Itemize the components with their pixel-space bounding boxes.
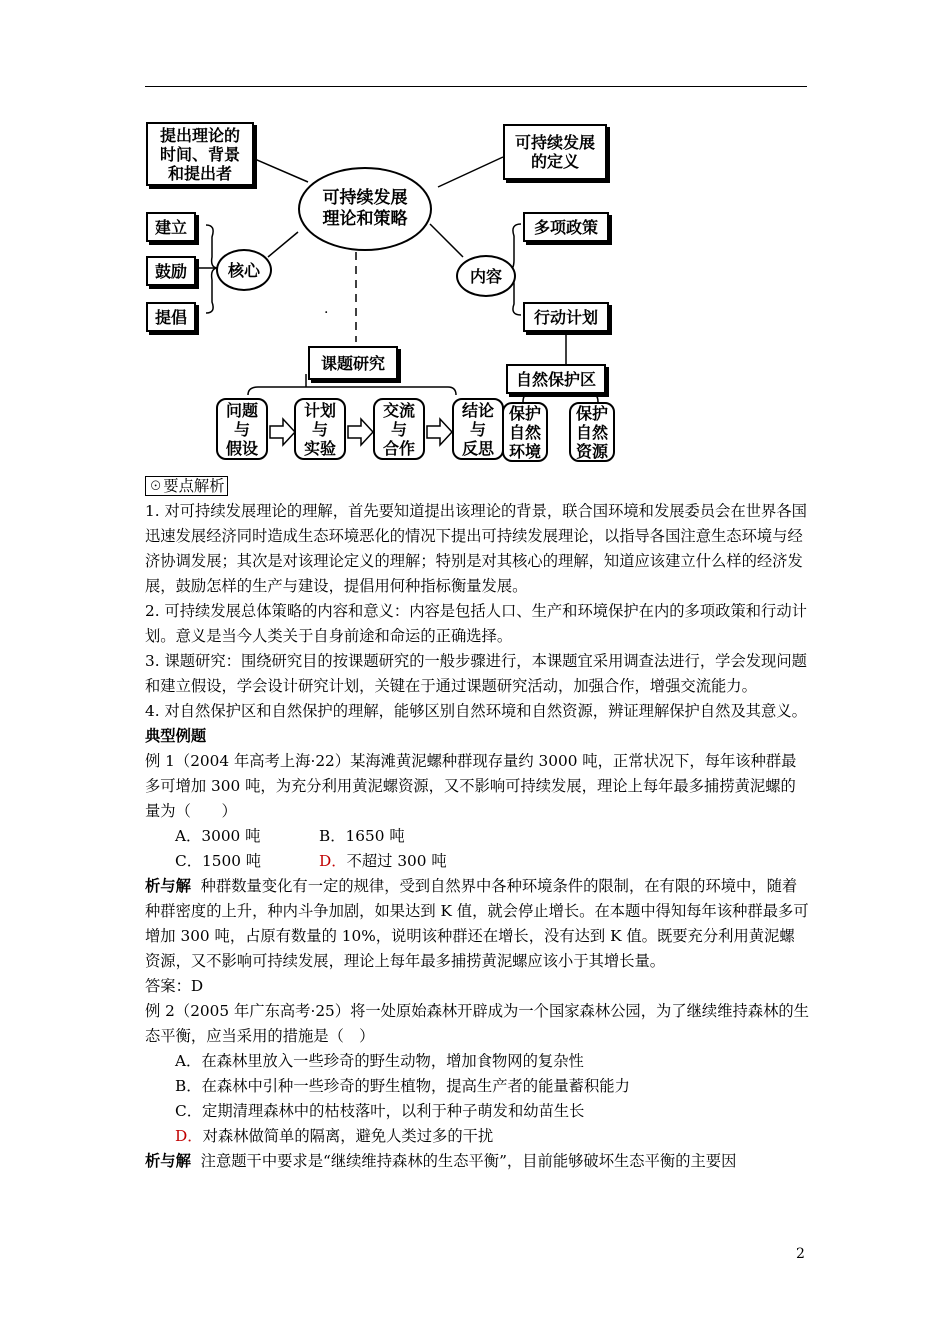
- analysis-text: 种群数量变化有一定的规律，受到自然界中各种环境条件的限制，在有限的环境中，随着种群密度的上升，种内斗争加剧，如果达到 K 值，就会停止增长。在本题中得知每年该种群最多可增加 300 吨，占原有数量的 10%，说明该种群还在增长，没有达到 K 值。既要充分利用黄泥螺资源，又不影响可持续发展，理论上每年最多捕捞黄泥螺应该小于其增长量。: [145, 877, 809, 970]
- option-text: 定期清理森林中的枯枝落叶，以利于种子萌发和幼苗生长: [202, 1102, 585, 1120]
- example1-options-row-1: [145, 824, 809, 849]
- option-letter: B．: [319, 827, 346, 845]
- option-text: 不超过 300 吨: [346, 852, 447, 870]
- background-box-text: 提出理论的 时间、背景 和提出者: [159, 125, 240, 183]
- option-text: 在森林中引种一些珍奇的野生植物，提高生产者的能量蓄积能力: [201, 1077, 630, 1095]
- header-rule: [145, 86, 807, 87]
- example1-question: 例 1（2004 年高考上海·22）某海滩黄泥螺种群现存量约 3000 吨，正常状况下，每年该种群最多可增加 300 吨，为充分利用黄泥螺资源，又不影响可持续发展，理论上每年最多捕捞黄泥螺的量为（ ）: [145, 752, 797, 820]
- option-letter: C．: [175, 1102, 203, 1120]
- examples-title: 典型例题: [145, 727, 207, 745]
- option-letter: D．: [319, 852, 347, 870]
- point-4: 4. 对自然保护区和自然保护的理解，能够区别自然环境和自然资源，辨证理解保护自然及其意义。: [145, 702, 807, 720]
- example1-option-a: [175, 824, 319, 849]
- step-1-text: 问题 与 假设: [225, 400, 258, 458]
- example1-analysis: [145, 874, 809, 974]
- example2-option-a: [145, 1049, 809, 1074]
- example1-option-b: [319, 827, 405, 845]
- background-box: [146, 122, 254, 186]
- option-letter: A．: [175, 827, 202, 845]
- example2-option-d: [145, 1124, 809, 1149]
- research-text: 课题研究: [320, 353, 385, 373]
- step-2-text: 计划 与 实验: [303, 400, 336, 458]
- content-item-2: [523, 302, 609, 332]
- analysis-text: 注意题干中要求是“继续维持森林的生态平衡”，目前能够破坏生态平衡的主要因: [200, 1152, 737, 1170]
- research-box: [308, 346, 398, 380]
- option-letter: D．: [175, 1127, 203, 1145]
- option-letter: A．: [175, 1052, 202, 1070]
- example2-analysis: [145, 1149, 809, 1174]
- analysis-label: 析与解: [145, 877, 191, 895]
- core-item-3: [146, 302, 196, 332]
- example1-option-d: [319, 852, 447, 870]
- step-4-text: 结论 与 反思: [461, 400, 494, 458]
- content-ellipse: [456, 255, 516, 297]
- option-letter: B．: [175, 1077, 202, 1095]
- content-item-1-text: 多项政策: [533, 217, 598, 237]
- core-item-2-text: 鼓励: [154, 261, 187, 281]
- definition-box-text: 可持续发展 的定义: [514, 133, 595, 171]
- option-text: 在森林里放入一些珍奇的野生动物，增加食物网的复杂性: [201, 1052, 584, 1070]
- reserve-text: 自然保护区: [515, 369, 596, 389]
- example1-options-row-2: [145, 849, 809, 874]
- core-ellipse: [216, 249, 272, 291]
- option-letter: C．: [175, 852, 203, 870]
- option-text: 3000 吨: [201, 827, 261, 845]
- option-text: 对森林做简单的隔离，避免人类过多的干扰: [202, 1127, 494, 1145]
- concept-diagram: [118, 112, 638, 468]
- example1-option-c: [175, 849, 319, 874]
- analysis-label: 析与解: [145, 1152, 191, 1170]
- point-2: 2. 可持续发展总体策略的内容和意义：内容是包括人口、生产和环境保护在内的多项政策和行动计划。意义是当今人类关于自身前途和命运的正确选择。: [145, 602, 807, 645]
- section-title: ☉要点解析: [145, 476, 228, 496]
- point-3: 3. 课题研究：围绕研究目的按课题研究的一般步骤进行，本课题宜采用调查法进行，学会发现问题和建立假设，学会设计研究计划，关键在于通过课题研究活动，加强合作，增强交流能力。: [145, 652, 807, 695]
- reserve-box: [506, 364, 606, 394]
- center-text: 可持续发展 理论和策略: [322, 188, 408, 229]
- document-body: [145, 474, 809, 1174]
- option-text: 1500 吨: [202, 852, 262, 870]
- core-item-1-text: 建立: [154, 217, 187, 237]
- reserve-item-2-text: 保护 自然 资源: [575, 403, 608, 461]
- example1-answer: 答案：D: [145, 977, 204, 995]
- reserve-item-2: [569, 402, 615, 462]
- reserve-item-1: [502, 402, 548, 462]
- step-2: [294, 398, 346, 460]
- content-item-1: [523, 212, 609, 242]
- center-ellipse: [298, 167, 432, 251]
- step-3: [373, 398, 425, 460]
- step-1: [216, 398, 268, 460]
- core-item-2: [146, 256, 196, 286]
- option-text: 1650 吨: [345, 827, 405, 845]
- core-text: 核心: [227, 260, 260, 280]
- content-item-2-text: 行动计划: [533, 307, 598, 327]
- stray-dot: ·: [324, 305, 329, 321]
- step-4: [452, 398, 504, 460]
- core-item-1: [146, 212, 196, 242]
- section-title-line: [145, 474, 809, 499]
- step-3-text: 交流 与 合作: [382, 400, 415, 458]
- page-number: 2: [796, 1246, 805, 1262]
- example2-option-b: [145, 1074, 809, 1099]
- point-1: 1. 对可持续发展理论的理解，首先要知道提出该理论的背景，联合国环境和发展委员会在世界各国迅速发展经济同时造成生态环境恶化的情况下提出可持续发展理论，以指导各国注意生态环境与经济协调发展；其次是对该理论定义的理解；特别是对其核心的理解，知道应该建立什么样的经济发展，鼓励怎样的生产与建设，提倡用何种指标衡量发展。: [145, 502, 807, 595]
- example2-option-c: [145, 1099, 809, 1124]
- definition-box: [503, 124, 607, 180]
- content-text: 内容: [469, 266, 502, 286]
- example2-question: 例 2（2005 年广东高考·25）将一处原始森林开辟成为一个国家森林公园，为了继续维持森林的生态平衡，应当采用的措施是（ ）: [145, 1002, 809, 1045]
- reserve-item-1-text: 保护 自然 环境: [508, 403, 541, 461]
- core-item-3-text: 提倡: [154, 307, 187, 327]
